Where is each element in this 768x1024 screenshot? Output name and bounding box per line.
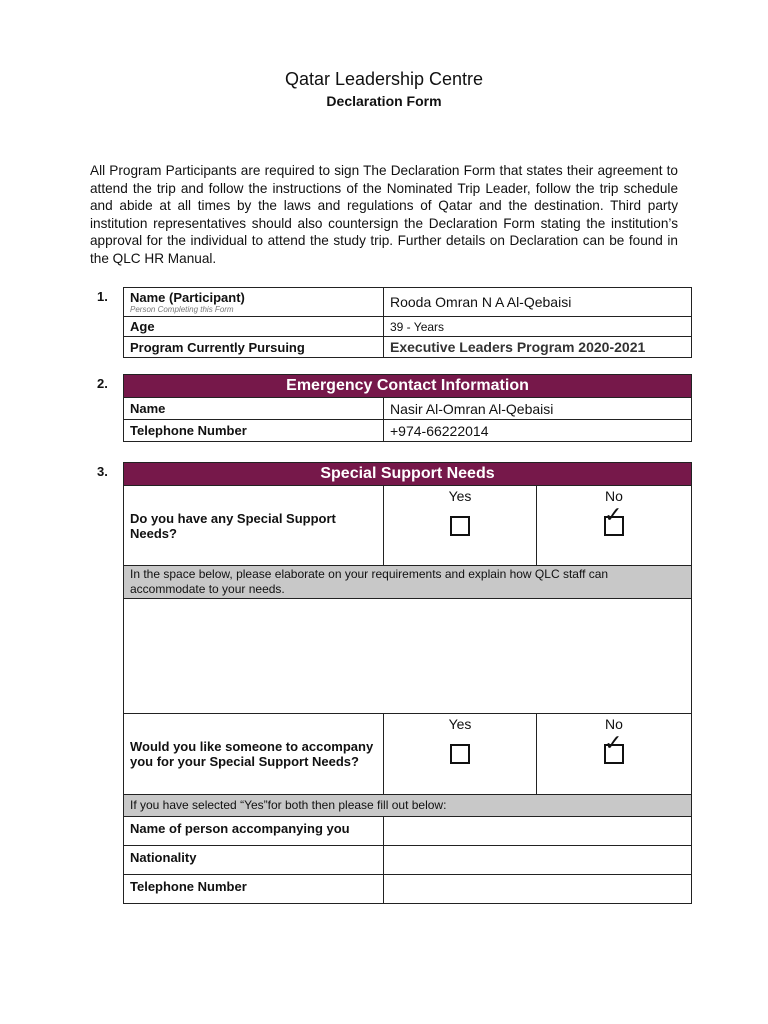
program-row — [124, 337, 692, 358]
companion-name-field[interactable] — [384, 817, 692, 846]
emergency-name-label: Name — [124, 398, 384, 420]
nationality-row — [124, 846, 692, 875]
support-question-row — [124, 486, 692, 566]
participant-age-label: Age — [124, 317, 384, 337]
participant-table — [123, 287, 692, 358]
support-yes-checkbox[interactable] — [450, 516, 470, 536]
accompany-no-cell[interactable] — [537, 714, 692, 795]
nationality-field[interactable] — [384, 846, 692, 875]
participant-name-row — [124, 288, 692, 317]
accompany-no-checkbox[interactable] — [604, 730, 624, 764]
program-label: Program Currently Pursuing — [124, 337, 384, 358]
form-subtitle: Declaration Form — [326, 93, 442, 109]
companion-name-label: Name of person accompanying you — [124, 817, 384, 846]
support-yes-label: Yes — [448, 488, 472, 504]
emergency-name-row — [124, 398, 692, 420]
accompany-question-row — [124, 714, 692, 795]
companion-phone-label: Telephone Number — [124, 875, 384, 904]
companion-phone-row — [124, 875, 692, 904]
support-no-cell[interactable] — [537, 486, 692, 566]
participant-name-field[interactable]: Rooda Omran N A Al-Qebaisi — [384, 288, 692, 317]
emergency-name-field[interactable]: Nasir Al-Omran Al-Qebaisi — [384, 398, 692, 420]
both-yes-note: If you have selected “Yes”for both then please fill out below: — [124, 795, 692, 817]
emergency-contact-table — [123, 374, 692, 442]
emergency-phone-label: Telephone Number — [124, 420, 384, 442]
accompany-question-label: Would you like someone to accompany you for your Special Support Needs? — [124, 714, 384, 795]
participant-name-label-cell — [124, 288, 384, 317]
section-3-number: 3. — [97, 464, 108, 479]
form-title: Qatar Leadership Centre — [284, 69, 484, 89]
elaborate-textarea[interactable] — [124, 599, 692, 714]
accompany-yes-checkbox[interactable] — [450, 744, 470, 764]
special-support-table — [123, 462, 692, 904]
support-no-checkbox[interactable] — [604, 502, 624, 536]
companion-phone-field[interactable] — [384, 875, 692, 904]
elaborate-note: In the space below, please elaborate on your requirements and explain how QLC staff can accommodate to your needs. — [124, 566, 692, 599]
support-no-label: No — [605, 488, 623, 504]
checkmark-icon: ✓ — [604, 502, 623, 527]
emergency-contact-heading: Emergency Contact Information — [124, 375, 692, 398]
nationality-label: Nationality — [124, 846, 384, 875]
emergency-phone-field[interactable]: +974-66222014 — [384, 420, 692, 442]
participant-age-row — [124, 317, 692, 337]
accompany-yes-cell[interactable] — [384, 714, 537, 795]
special-support-heading: Special Support Needs — [124, 463, 692, 486]
support-question-label: Do you have any Special Support Needs? — [124, 486, 384, 566]
support-yes-cell[interactable] — [384, 486, 537, 566]
participant-name-hint: Person Completing this Form — [130, 305, 234, 314]
accompany-no-label: No — [605, 716, 623, 732]
intro-paragraph: All Program Participants are required to sign The Declaration Form that states their agreement to attend the trip and follow the instructions of the Nominated Trip Leader, follow the trip schedule and abide at all times by the laws and regulations of Qatar and the destination. Third party institution representatives should also countersign the Declaration Form stating the institution’s approval for the individual to attend the study trip. Further details on Declaration can be found in the QLC HR Manual. — [90, 163, 678, 266]
program-field[interactable]: Executive Leaders Program 2020-2021 — [384, 337, 692, 358]
section-2-number: 2. — [97, 376, 108, 391]
emergency-phone-row — [124, 420, 692, 442]
companion-name-row — [124, 817, 692, 846]
participant-age-field[interactable]: 39 - Years — [384, 317, 692, 337]
accompany-yes-label: Yes — [448, 716, 472, 732]
checkmark-icon: ✓ — [604, 730, 623, 755]
participant-name-label: Name (Participant) — [130, 290, 245, 305]
section-1-number: 1. — [97, 289, 108, 304]
